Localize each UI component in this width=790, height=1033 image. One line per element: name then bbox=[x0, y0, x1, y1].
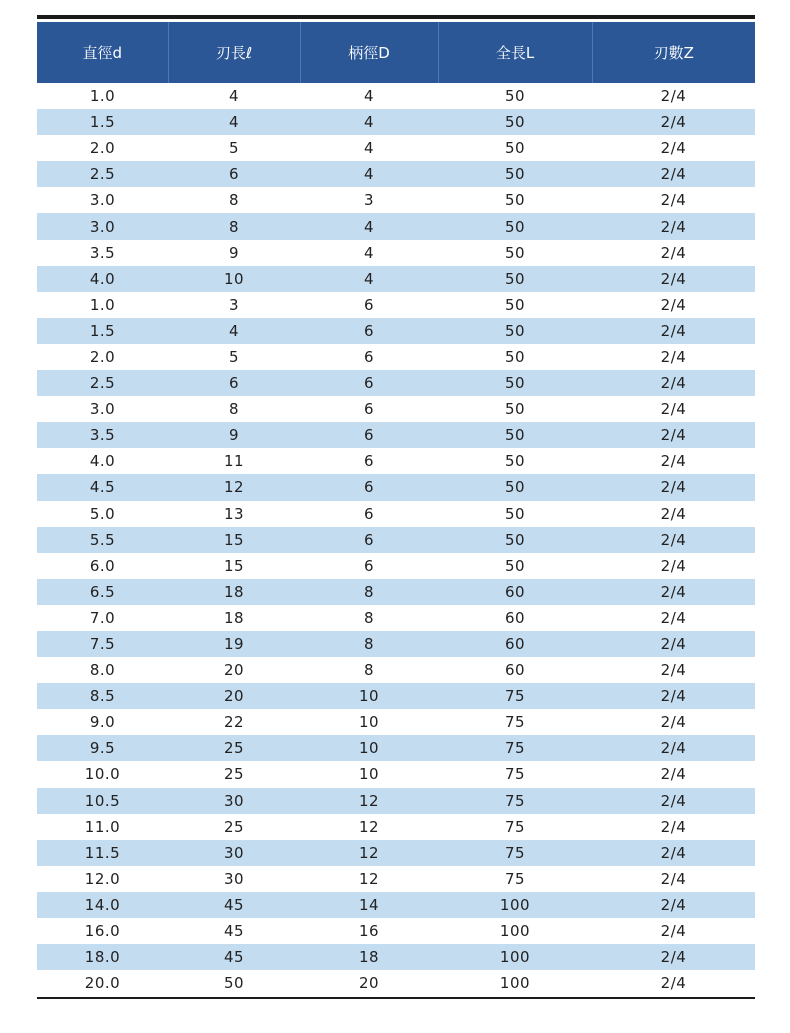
cell-overall-length: 50 bbox=[438, 501, 592, 527]
cell-diameter: 2.0 bbox=[37, 344, 168, 370]
cell-overall-length: 75 bbox=[438, 709, 592, 735]
cell-diameter: 4.0 bbox=[37, 266, 168, 292]
table-row bbox=[37, 318, 755, 344]
cell-flute-length: 12 bbox=[168, 474, 300, 500]
cell-diameter: 10.5 bbox=[37, 788, 168, 814]
cell-overall-length: 50 bbox=[438, 553, 592, 579]
cell-overall-length: 75 bbox=[438, 814, 592, 840]
table-row bbox=[37, 161, 755, 187]
cell-shank-diameter: 4 bbox=[300, 83, 438, 109]
cell-flute-count: 2/4 bbox=[592, 970, 755, 996]
cell-flute-length: 10 bbox=[168, 266, 300, 292]
cell-shank-diameter: 6 bbox=[300, 553, 438, 579]
cell-flute-length: 4 bbox=[168, 318, 300, 344]
cell-overall-length: 50 bbox=[438, 527, 592, 553]
header-diameter: 直徑d bbox=[37, 22, 168, 83]
cell-flute-count: 2/4 bbox=[592, 814, 755, 840]
table-row bbox=[37, 474, 755, 500]
cell-flute-count: 2/4 bbox=[592, 527, 755, 553]
cell-flute-count: 2/4 bbox=[592, 240, 755, 266]
cell-flute-length: 8 bbox=[168, 396, 300, 422]
cell-flute-count: 2/4 bbox=[592, 135, 755, 161]
cell-overall-length: 75 bbox=[438, 840, 592, 866]
cell-flute-count: 2/4 bbox=[592, 761, 755, 787]
cell-overall-length: 60 bbox=[438, 631, 592, 657]
cell-flute-length: 9 bbox=[168, 422, 300, 448]
cell-flute-length: 45 bbox=[168, 918, 300, 944]
table-row bbox=[37, 370, 755, 396]
cell-flute-length: 3 bbox=[168, 292, 300, 318]
cell-diameter: 18.0 bbox=[37, 944, 168, 970]
cell-diameter: 7.0 bbox=[37, 605, 168, 631]
table-row bbox=[37, 657, 755, 683]
cell-flute-length: 15 bbox=[168, 527, 300, 553]
table-row bbox=[37, 292, 755, 318]
cell-overall-length: 75 bbox=[438, 788, 592, 814]
table-row bbox=[37, 814, 755, 840]
cell-overall-length: 50 bbox=[438, 448, 592, 474]
cell-overall-length: 100 bbox=[438, 918, 592, 944]
table-row bbox=[37, 579, 755, 605]
table-header bbox=[37, 22, 755, 83]
cell-overall-length: 60 bbox=[438, 579, 592, 605]
cell-flute-length: 5 bbox=[168, 135, 300, 161]
header-shank-diameter: 柄徑D bbox=[300, 22, 438, 83]
cell-shank-diameter: 6 bbox=[300, 474, 438, 500]
cell-overall-length: 50 bbox=[438, 240, 592, 266]
cell-overall-length: 50 bbox=[438, 83, 592, 109]
bottom-rule bbox=[37, 997, 755, 999]
cell-diameter: 3.0 bbox=[37, 396, 168, 422]
cell-diameter: 12.0 bbox=[37, 866, 168, 892]
cell-shank-diameter: 12 bbox=[300, 866, 438, 892]
cell-flute-count: 2/4 bbox=[592, 657, 755, 683]
header-overall-length: 全長L bbox=[438, 22, 592, 83]
cell-shank-diameter: 10 bbox=[300, 709, 438, 735]
cell-shank-diameter: 8 bbox=[300, 605, 438, 631]
cell-shank-diameter: 4 bbox=[300, 109, 438, 135]
cell-shank-diameter: 3 bbox=[300, 187, 438, 213]
table-row bbox=[37, 187, 755, 213]
cell-overall-length: 60 bbox=[438, 605, 592, 631]
cell-overall-length: 50 bbox=[438, 318, 592, 344]
table-row bbox=[37, 761, 755, 787]
table-row bbox=[37, 135, 755, 161]
cell-diameter: 6.0 bbox=[37, 553, 168, 579]
cell-diameter: 2.0 bbox=[37, 135, 168, 161]
cell-diameter: 3.5 bbox=[37, 240, 168, 266]
cell-diameter: 1.5 bbox=[37, 109, 168, 135]
cell-flute-count: 2/4 bbox=[592, 474, 755, 500]
cell-flute-count: 2/4 bbox=[592, 370, 755, 396]
cell-shank-diameter: 4 bbox=[300, 213, 438, 239]
cell-overall-length: 50 bbox=[438, 161, 592, 187]
header-flute-count: 刃數Z bbox=[592, 22, 755, 83]
cell-flute-count: 2/4 bbox=[592, 213, 755, 239]
cell-flute-length: 4 bbox=[168, 83, 300, 109]
cell-flute-count: 2/4 bbox=[592, 866, 755, 892]
cell-flute-count: 2/4 bbox=[592, 605, 755, 631]
table-row bbox=[37, 344, 755, 370]
cell-flute-count: 2/4 bbox=[592, 292, 755, 318]
table-row bbox=[37, 240, 755, 266]
cell-flute-length: 25 bbox=[168, 761, 300, 787]
table-row bbox=[37, 422, 755, 448]
cell-flute-length: 25 bbox=[168, 814, 300, 840]
cell-diameter: 10.0 bbox=[37, 761, 168, 787]
cell-shank-diameter: 6 bbox=[300, 292, 438, 318]
cell-flute-count: 2/4 bbox=[592, 892, 755, 918]
cell-overall-length: 50 bbox=[438, 396, 592, 422]
cell-overall-length: 50 bbox=[438, 474, 592, 500]
cell-overall-length: 100 bbox=[438, 970, 592, 996]
cell-diameter: 3.5 bbox=[37, 422, 168, 448]
cell-overall-length: 50 bbox=[438, 213, 592, 239]
table-row bbox=[37, 866, 755, 892]
cell-flute-count: 2/4 bbox=[592, 579, 755, 605]
table-row bbox=[37, 396, 755, 422]
cell-flute-length: 45 bbox=[168, 944, 300, 970]
cell-overall-length: 50 bbox=[438, 109, 592, 135]
cell-diameter: 1.0 bbox=[37, 292, 168, 318]
cell-shank-diameter: 8 bbox=[300, 631, 438, 657]
cell-flute-count: 2/4 bbox=[592, 83, 755, 109]
cell-shank-diameter: 12 bbox=[300, 814, 438, 840]
cell-shank-diameter: 6 bbox=[300, 501, 438, 527]
cell-flute-length: 6 bbox=[168, 370, 300, 396]
table-row bbox=[37, 944, 755, 970]
cell-flute-count: 2/4 bbox=[592, 631, 755, 657]
cell-diameter: 11.0 bbox=[37, 814, 168, 840]
cell-shank-diameter: 10 bbox=[300, 735, 438, 761]
cell-flute-length: 18 bbox=[168, 579, 300, 605]
cell-shank-diameter: 16 bbox=[300, 918, 438, 944]
table-row bbox=[37, 918, 755, 944]
cell-shank-diameter: 14 bbox=[300, 892, 438, 918]
cell-diameter: 5.0 bbox=[37, 501, 168, 527]
cell-flute-count: 2/4 bbox=[592, 344, 755, 370]
cell-diameter: 3.0 bbox=[37, 187, 168, 213]
cell-shank-diameter: 4 bbox=[300, 161, 438, 187]
cell-shank-diameter: 6 bbox=[300, 448, 438, 474]
table-row bbox=[37, 840, 755, 866]
spec-table bbox=[37, 22, 755, 996]
cell-diameter: 3.0 bbox=[37, 213, 168, 239]
table-row bbox=[37, 83, 755, 109]
top-rule bbox=[37, 15, 755, 19]
header-flute-length: 刃長ℓ bbox=[168, 22, 300, 83]
cell-shank-diameter: 6 bbox=[300, 422, 438, 448]
header-row bbox=[37, 22, 755, 83]
cell-overall-length: 50 bbox=[438, 292, 592, 318]
cell-overall-length: 50 bbox=[438, 344, 592, 370]
cell-diameter: 1.5 bbox=[37, 318, 168, 344]
cell-shank-diameter: 6 bbox=[300, 318, 438, 344]
cell-shank-diameter: 4 bbox=[300, 135, 438, 161]
cell-shank-diameter: 6 bbox=[300, 527, 438, 553]
cell-flute-length: 6 bbox=[168, 161, 300, 187]
cell-flute-count: 2/4 bbox=[592, 109, 755, 135]
cell-flute-length: 18 bbox=[168, 605, 300, 631]
cell-flute-count: 2/4 bbox=[592, 683, 755, 709]
cell-flute-count: 2/4 bbox=[592, 709, 755, 735]
cell-shank-diameter: 8 bbox=[300, 579, 438, 605]
cell-flute-count: 2/4 bbox=[592, 187, 755, 213]
cell-diameter: 16.0 bbox=[37, 918, 168, 944]
cell-overall-length: 50 bbox=[438, 187, 592, 213]
cell-overall-length: 50 bbox=[438, 266, 592, 292]
cell-flute-count: 2/4 bbox=[592, 788, 755, 814]
cell-overall-length: 50 bbox=[438, 135, 592, 161]
cell-shank-diameter: 4 bbox=[300, 240, 438, 266]
cell-flute-count: 2/4 bbox=[592, 266, 755, 292]
cell-flute-count: 2/4 bbox=[592, 918, 755, 944]
table-row bbox=[37, 735, 755, 761]
cell-shank-diameter: 20 bbox=[300, 970, 438, 996]
table-row bbox=[37, 527, 755, 553]
cell-flute-length: 9 bbox=[168, 240, 300, 266]
cell-overall-length: 75 bbox=[438, 761, 592, 787]
cell-overall-length: 75 bbox=[438, 683, 592, 709]
cell-shank-diameter: 6 bbox=[300, 344, 438, 370]
cell-overall-length: 60 bbox=[438, 657, 592, 683]
cell-flute-count: 2/4 bbox=[592, 396, 755, 422]
table-row bbox=[37, 631, 755, 657]
cell-overall-length: 75 bbox=[438, 735, 592, 761]
cell-flute-length: 25 bbox=[168, 735, 300, 761]
table-row bbox=[37, 501, 755, 527]
cell-flute-length: 4 bbox=[168, 109, 300, 135]
cell-shank-diameter: 10 bbox=[300, 683, 438, 709]
table-row bbox=[37, 213, 755, 239]
cell-shank-diameter: 6 bbox=[300, 396, 438, 422]
cell-flute-count: 2/4 bbox=[592, 501, 755, 527]
cell-overall-length: 100 bbox=[438, 892, 592, 918]
table-row bbox=[37, 109, 755, 135]
cell-diameter: 2.5 bbox=[37, 161, 168, 187]
table-row bbox=[37, 709, 755, 735]
cell-diameter: 2.5 bbox=[37, 370, 168, 396]
cell-flute-count: 2/4 bbox=[592, 448, 755, 474]
cell-flute-length: 19 bbox=[168, 631, 300, 657]
cell-diameter: 1.0 bbox=[37, 83, 168, 109]
cell-diameter: 6.5 bbox=[37, 579, 168, 605]
cell-flute-count: 2/4 bbox=[592, 735, 755, 761]
cell-flute-count: 2/4 bbox=[592, 840, 755, 866]
cell-flute-length: 11 bbox=[168, 448, 300, 474]
cell-shank-diameter: 8 bbox=[300, 657, 438, 683]
cell-shank-diameter: 4 bbox=[300, 266, 438, 292]
cell-flute-length: 8 bbox=[168, 187, 300, 213]
cell-diameter: 4.5 bbox=[37, 474, 168, 500]
cell-diameter: 7.5 bbox=[37, 631, 168, 657]
cell-diameter: 8.0 bbox=[37, 657, 168, 683]
table-row bbox=[37, 605, 755, 631]
cell-flute-length: 45 bbox=[168, 892, 300, 918]
cell-diameter: 9.0 bbox=[37, 709, 168, 735]
cell-flute-length: 22 bbox=[168, 709, 300, 735]
table-row bbox=[37, 683, 755, 709]
table-row bbox=[37, 892, 755, 918]
table-body bbox=[37, 83, 755, 996]
cell-overall-length: 100 bbox=[438, 944, 592, 970]
cell-flute-length: 13 bbox=[168, 501, 300, 527]
cell-flute-length: 30 bbox=[168, 866, 300, 892]
table-row bbox=[37, 970, 755, 996]
cell-shank-diameter: 10 bbox=[300, 761, 438, 787]
cell-flute-length: 20 bbox=[168, 683, 300, 709]
cell-shank-diameter: 18 bbox=[300, 944, 438, 970]
cell-flute-length: 20 bbox=[168, 657, 300, 683]
cell-flute-count: 2/4 bbox=[592, 161, 755, 187]
cell-diameter: 4.0 bbox=[37, 448, 168, 474]
cell-flute-length: 15 bbox=[168, 553, 300, 579]
cell-diameter: 9.5 bbox=[37, 735, 168, 761]
cell-flute-length: 50 bbox=[168, 970, 300, 996]
cell-diameter: 11.5 bbox=[37, 840, 168, 866]
table-row bbox=[37, 788, 755, 814]
cell-flute-count: 2/4 bbox=[592, 553, 755, 579]
cell-overall-length: 50 bbox=[438, 370, 592, 396]
cell-shank-diameter: 12 bbox=[300, 788, 438, 814]
cell-flute-length: 5 bbox=[168, 344, 300, 370]
cell-flute-count: 2/4 bbox=[592, 944, 755, 970]
cell-diameter: 8.5 bbox=[37, 683, 168, 709]
cell-overall-length: 50 bbox=[438, 422, 592, 448]
cell-flute-length: 30 bbox=[168, 840, 300, 866]
cell-flute-count: 2/4 bbox=[592, 318, 755, 344]
cell-flute-length: 30 bbox=[168, 788, 300, 814]
cell-diameter: 5.5 bbox=[37, 527, 168, 553]
table-row bbox=[37, 266, 755, 292]
cell-overall-length: 75 bbox=[438, 866, 592, 892]
cell-flute-count: 2/4 bbox=[592, 422, 755, 448]
cell-diameter: 14.0 bbox=[37, 892, 168, 918]
table-row bbox=[37, 448, 755, 474]
cell-shank-diameter: 6 bbox=[300, 370, 438, 396]
cell-flute-length: 8 bbox=[168, 213, 300, 239]
cell-diameter: 20.0 bbox=[37, 970, 168, 996]
cell-shank-diameter: 12 bbox=[300, 840, 438, 866]
table-row bbox=[37, 553, 755, 579]
